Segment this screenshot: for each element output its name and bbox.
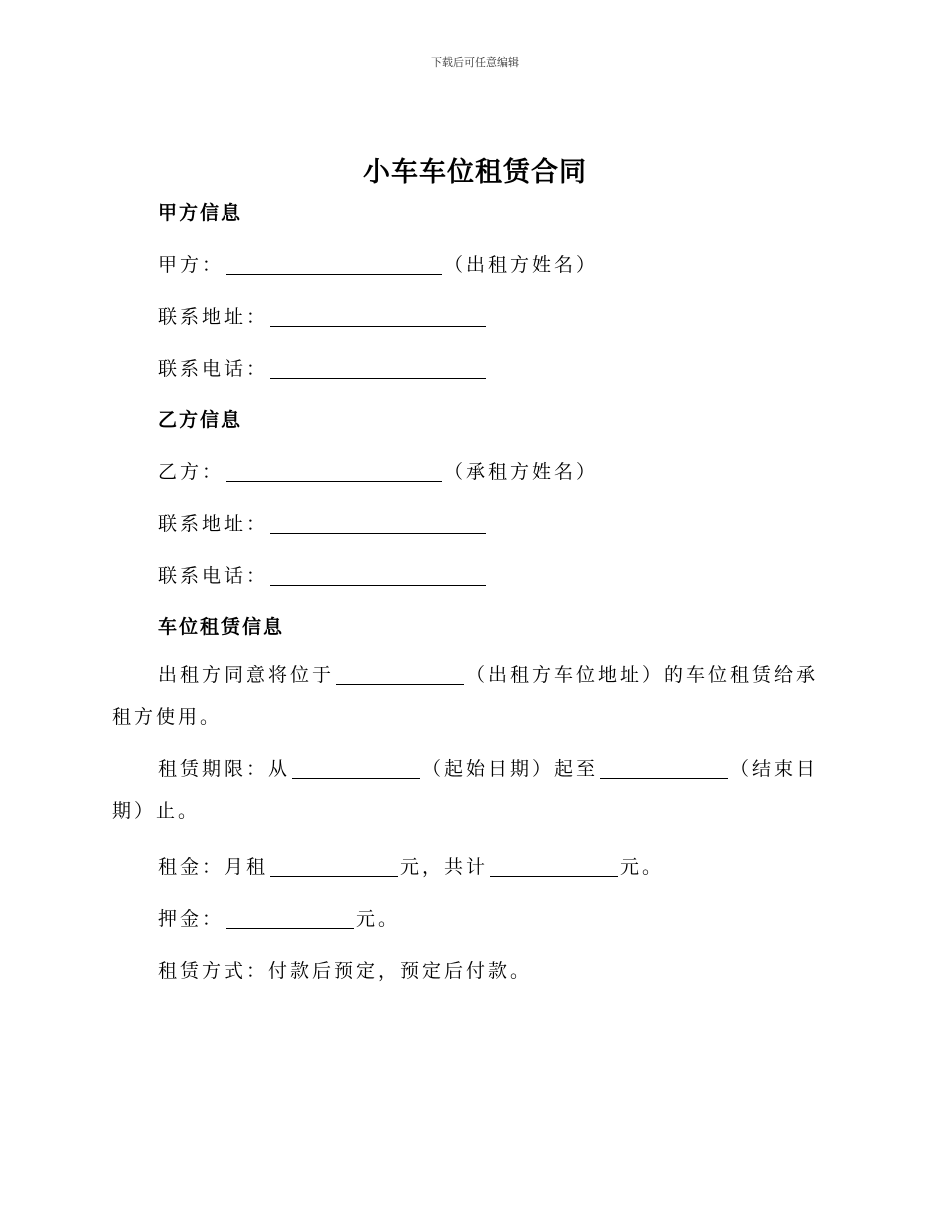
- lease-location-paragraph: [112, 654, 832, 738]
- lease-term-end-blank[interactable]: [600, 760, 728, 779]
- lease-monthly-rent-blank[interactable]: [270, 858, 398, 877]
- party-b-phone-label: 联系电话：: [158, 565, 269, 587]
- lease-location-blank[interactable]: [336, 666, 464, 685]
- party-b-name-label: 乙方：: [158, 461, 225, 483]
- lease-deposit-line: [158, 904, 400, 931]
- lease-term-start-hint: （起始日期）起至: [422, 758, 599, 780]
- party-a-phone-blank[interactable]: [270, 360, 486, 379]
- party-a-heading: 甲方信息: [158, 202, 243, 224]
- party-a-phone-line: [158, 354, 488, 381]
- lease-term-label: 租赁期限：从: [158, 758, 291, 780]
- lease-deposit-end: 元。: [356, 908, 401, 930]
- lease-term-paragraph: [112, 748, 832, 832]
- lease-rent-end: 元。: [620, 856, 665, 878]
- document-title: 小车车位租赁合同: [363, 157, 587, 188]
- lease-rent-mid: 元，共计: [400, 856, 489, 878]
- lease-location-post: （出租方车位地址）的车位租赁给承租方使用。: [112, 664, 819, 728]
- party-b-phone-line: [158, 561, 488, 588]
- party-a-phone-label: 联系电话：: [158, 358, 269, 380]
- party-b-address-blank[interactable]: [270, 515, 486, 534]
- lease-method-line: 租赁方式：付款后预定，预定后付款。: [158, 960, 533, 982]
- party-b-heading: 乙方信息: [158, 409, 243, 431]
- header-note: 下载后可任意编辑: [431, 56, 519, 69]
- party-a-address-line: [158, 302, 488, 329]
- party-a-address-blank[interactable]: [270, 308, 486, 327]
- party-a-name-line: [158, 250, 598, 277]
- party-a-address-label: 联系地址：: [158, 306, 269, 328]
- lease-deposit-blank[interactable]: [226, 910, 354, 929]
- party-a-name-hint: （出租方姓名）: [444, 254, 599, 276]
- party-b-name-hint: （承租方姓名）: [444, 461, 599, 483]
- lease-rent-line: [158, 852, 664, 879]
- lease-location-pre: 出租方同意将位于: [158, 664, 335, 686]
- party-a-name-blank[interactable]: [226, 256, 442, 275]
- party-b-name-blank[interactable]: [226, 463, 442, 482]
- lease-heading: 车位租赁信息: [158, 616, 285, 638]
- party-b-address-label: 联系地址：: [158, 513, 269, 535]
- party-a-name-label: 甲方：: [158, 254, 225, 276]
- party-b-name-line: [158, 457, 598, 484]
- party-b-address-line: [158, 509, 488, 536]
- lease-term-end-hint: （结束日期）止。: [112, 758, 819, 822]
- party-b-phone-blank[interactable]: [270, 567, 486, 586]
- lease-deposit-label: 押金：: [158, 908, 225, 930]
- lease-rent-label: 租金：月租: [158, 856, 269, 878]
- lease-total-rent-blank[interactable]: [490, 858, 618, 877]
- lease-term-start-blank[interactable]: [292, 760, 420, 779]
